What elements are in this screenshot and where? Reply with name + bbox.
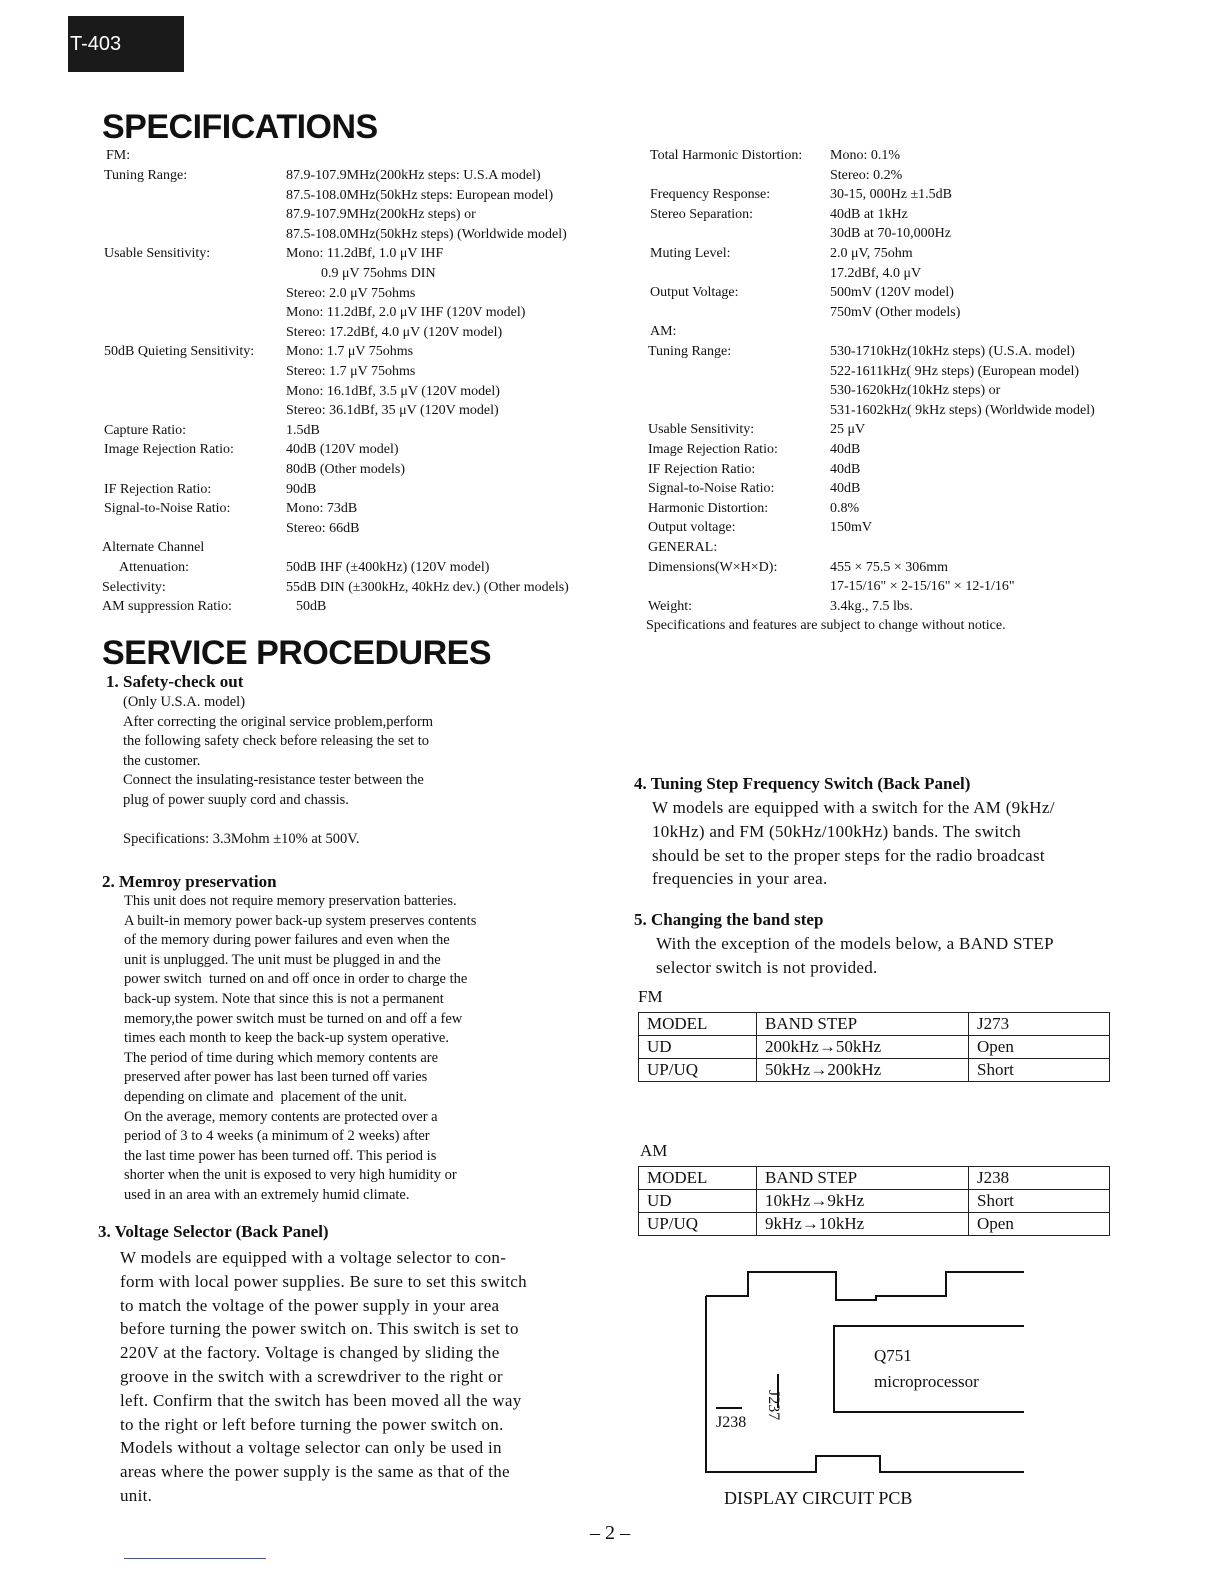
spec-value: Mono: 11.2dBf, 1.0 μV IHF — [286, 246, 444, 262]
text-line: On the average, memory contents are protected over a — [124, 1108, 438, 1125]
text-line: The period of time during which memory contents are — [124, 1049, 439, 1066]
text-line: Connect the insulating-resistance tester between the — [123, 772, 424, 789]
spec-value: Mono: 11.2dBf, 2.0 μV IHF (120V model) — [286, 305, 526, 321]
section-1-heading — [106, 672, 243, 692]
section-4-number: 4. — [634, 774, 647, 793]
j238-label: J238 — [716, 1414, 747, 1431]
table-cell: UD — [639, 1190, 757, 1213]
spec-value: 0.8% — [830, 500, 860, 516]
spec-label: Frequency Response: — [650, 187, 771, 203]
text-line: unit is unplugged. The unit must be plugged in and the — [124, 951, 441, 968]
text-line: of the memory during power failures and even when the — [124, 932, 450, 949]
section-2-heading — [102, 872, 277, 892]
section-2-title: Memroy preservation — [119, 872, 277, 891]
service-title: SERVICE PROCEDURES — [102, 634, 492, 672]
spec-value: 500mV (120V model) — [830, 285, 954, 301]
spec-label: Tuning Range: — [104, 168, 188, 183]
spec-value: Stereo: 2.0 μV 75ohms — [286, 285, 416, 301]
table-cell: BAND STEP — [757, 1167, 969, 1190]
text-line: This unit does not require memory preservation batteries. — [124, 893, 457, 909]
spec-value: 30dB at 70-10,000Hz — [830, 226, 951, 242]
q751-chip-outline — [834, 1326, 1024, 1412]
table-cell: Open — [969, 1036, 1110, 1059]
spec-label: Harmonic Distortion: — [648, 500, 769, 516]
text-line: After correcting the original service problem,perform — [123, 713, 434, 730]
spec-value: 150mV — [830, 520, 872, 536]
spec-value: 87.5-108.0MHz(50kHz steps) (Worldwide model) — [286, 226, 567, 242]
selectivity-label: Selectivity: — [102, 579, 166, 595]
spec-label: Capture Ratio: — [104, 422, 187, 438]
table-cell: 50kHz→200kHz — [757, 1059, 969, 1082]
display-pcb-diagram — [700, 1262, 1030, 1482]
section-1-spec: Specifications: 3.3Mohm ±10% at 500V. — [123, 831, 360, 847]
spec-value: Stereo: 36.1dBf, 35 μV (120V model) — [286, 403, 499, 419]
diagram-caption: DISPLAY CIRCUIT PCB — [724, 1488, 913, 1508]
spec-value: 80dB (Other models) — [286, 462, 405, 477]
text-line: depending on climate and placement of the unit. — [124, 1088, 408, 1105]
text-line: frequencies in your area. — [652, 869, 828, 889]
spec-label: Signal-to-Noise Ratio: — [104, 501, 231, 517]
spec-label: Output Voltage: — [650, 285, 739, 301]
section-2-number: 2. — [102, 872, 115, 891]
spec-value: Stereo: 0.2% — [830, 167, 903, 183]
section-5-number: 5. — [634, 910, 647, 929]
text-line: left. Confirm that the switch has been moved all the way — [120, 1390, 522, 1410]
spec-value: 40dB (120V model) — [286, 442, 399, 458]
text-line: to match the voltage of the power supply in your area — [120, 1295, 500, 1315]
section-1-number: 1. — [106, 672, 119, 691]
table-header-row — [639, 1167, 1110, 1190]
table-cell: 10kHz→9kHz — [757, 1190, 969, 1213]
spec-value: 30-15, 000Hz ±1.5dB — [830, 187, 953, 203]
spec-label: Image Rejection Ratio: — [104, 442, 234, 458]
table-cell: Short — [969, 1059, 1110, 1082]
spec-label: Usable Sensitivity: — [648, 422, 755, 438]
alt-channel-label: Alternate Channel — [102, 540, 205, 556]
text-line: W models are equipped with a switch for the AM (9kHz/ — [652, 798, 1055, 817]
spec-value: 40dB at 1kHz — [830, 206, 908, 222]
section-5-heading — [634, 910, 823, 930]
spec-value: 3.4kg., 7.5 lbs. — [830, 598, 913, 614]
text-line: shorter when the unit is exposed to very high humidity or — [124, 1167, 457, 1184]
table-cell: 200kHz→50kHz — [757, 1036, 969, 1059]
am-header: AM: — [650, 324, 677, 340]
spec-value: Stereo: 1.7 μV 75ohms — [286, 364, 416, 379]
spec-value: 522-1611kHz( 9Hz steps) (European model) — [830, 363, 1080, 379]
section-1-body — [123, 693, 433, 811]
section-4-heading — [634, 774, 970, 794]
selectivity-value: 55dB DIN (±300kHz, 40kHz dev.) (Other models) — [286, 579, 569, 595]
spec-value: 0.9 μV 75ohms DIN — [286, 266, 436, 281]
text-line: the following safety check before releasing the set to — [123, 733, 429, 750]
table-cell: J238 — [969, 1167, 1110, 1190]
spec-label: Usable Sensitivity: — [104, 246, 211, 262]
spec-value: 17-15/16" × 2-15/16" × 12-1/16" — [830, 579, 1015, 595]
fm-table-label: FM — [638, 987, 663, 1006]
alt-channel-value: 50dB IHF (±400kHz) (120V model) — [286, 560, 490, 575]
spec-label: Dimensions(W×H×D): — [648, 559, 778, 575]
text-line: A built-in memory power back-up system preserves contents — [124, 912, 477, 929]
general-header: GENERAL: — [648, 540, 718, 555]
model-tag: T-403 — [68, 16, 184, 72]
spec-value: 87.9-107.9MHz(200kHz steps) or — [286, 207, 476, 223]
spec-notice: Specifications and features are subject to change without notice. — [646, 618, 1006, 634]
spec-label: Tuning Range: — [648, 344, 732, 359]
text-line: period of 3 to 4 weeks (a minimum of 2 weeks) after — [124, 1128, 430, 1145]
section-3-heading — [98, 1222, 329, 1242]
text-line: 10kHz) and FM (50kHz/100kHz) bands. The switch — [652, 821, 1022, 841]
text-line: (Only U.S.A. model) — [123, 694, 246, 710]
table-cell: BAND STEP — [757, 1013, 969, 1036]
spec-label: 50dB Quieting Sensitivity: — [104, 344, 255, 360]
spec-label: Total Harmonic Distortion: — [650, 148, 803, 163]
text-line: times each month to keep the back-up system operative. — [124, 1030, 449, 1047]
spec-label: Signal-to-Noise Ratio: — [648, 481, 775, 497]
section-2-body — [124, 892, 476, 1206]
spec-label: Weight: — [648, 598, 692, 614]
text-line: form with local power supplies. Be sure to set this switch — [120, 1271, 527, 1291]
microprocessor-label: microprocessor — [874, 1372, 979, 1391]
text-line: plug of power suuply cord and chassis. — [123, 791, 349, 808]
table-cell: UD — [639, 1036, 757, 1059]
table-row — [639, 1190, 1110, 1213]
section-4-title: Tuning Step Frequency Switch (Back Panel) — [650, 774, 971, 793]
spec-value: 455 × 75.5 × 306mm — [830, 559, 949, 575]
table-cell: Short — [969, 1190, 1110, 1213]
spec-value: 17.2dBf, 4.0 μV — [830, 265, 922, 281]
table-cell: UP/UQ — [639, 1059, 757, 1082]
spec-label: IF Rejection Ratio: — [648, 461, 756, 477]
q751-label: Q751 — [874, 1346, 912, 1365]
am-suppression-label: AM suppression Ratio: — [102, 599, 232, 615]
j237-label: J237 — [765, 1390, 782, 1421]
text-line: preserved after power has last been turned off varies — [124, 1069, 428, 1086]
spec-label: Muting Level: — [650, 246, 731, 261]
table-cell: MODEL — [639, 1013, 757, 1036]
text-line: back-up system. Note that since this is not a permanent — [124, 990, 444, 1007]
text-line: memory,the power switch must be turned on and off a few — [124, 1010, 463, 1027]
section-3-number: 3. — [98, 1222, 111, 1241]
spec-value: Mono: 1.7 μV 75ohms — [286, 344, 414, 360]
pcb-outline-top — [706, 1272, 1024, 1300]
section-5-body — [656, 932, 1054, 980]
spec-value: 40dB — [830, 461, 861, 477]
fm-header: FM: — [106, 148, 131, 163]
text-line: Models without a voltage selector can only be used in — [120, 1438, 502, 1458]
text-line: to the right or left before turning the power switch on. — [120, 1414, 504, 1434]
alt-channel-label-2: Attenuation: — [119, 560, 189, 575]
spec-value: 1.5dB — [286, 422, 320, 438]
section-4-body — [652, 796, 1055, 891]
text-line: groove in the switch with a screwdriver to the right or — [120, 1366, 503, 1386]
spec-value: Mono: 16.1dBf, 3.5 μV (120V model) — [286, 383, 500, 399]
spec-value: 530-1710kHz(10kHz steps) (U.S.A. model) — [830, 344, 1075, 359]
text-line: the customer. — [123, 752, 201, 769]
spec-value: Mono: 73dB — [286, 501, 358, 517]
spec-value: 25 μV — [830, 422, 866, 438]
spec-value: 530-1620kHz(10kHz steps) or — [830, 383, 1001, 399]
spec-label: Output voltage: — [648, 520, 736, 536]
table-cell: 9kHz→10kHz — [757, 1213, 969, 1236]
text-line: unit. — [120, 1485, 153, 1505]
table-cell: UP/UQ — [639, 1213, 757, 1236]
am-suppression-value: 50dB — [296, 599, 327, 615]
table-cell: J273 — [969, 1013, 1110, 1036]
text-line: 220V at the factory. Voltage is changed by sliding the — [120, 1343, 500, 1363]
table-row — [639, 1059, 1110, 1082]
text-line: should be set to the proper steps for the radio broadcast — [652, 845, 1045, 865]
spec-value: 531-1602kHz( 9kHz steps) (Worldwide model) — [830, 402, 1095, 418]
spec-value: 87.5-108.0MHz(50kHz steps: European model) — [286, 187, 554, 203]
spec-value: 87.9-107.9MHz(200kHz steps: U.S.A model) — [286, 168, 541, 183]
text-line: areas where the power supply is the same as that of the — [120, 1462, 510, 1482]
table-row — [639, 1213, 1110, 1236]
bottom-link-line — [124, 1558, 266, 1559]
spec-label: Image Rejection Ratio: — [648, 442, 778, 457]
table-cell: Open — [969, 1213, 1110, 1236]
spec-value: 90dB — [286, 481, 317, 497]
section-3-body — [120, 1246, 527, 1508]
spec-value: 40dB — [830, 442, 861, 457]
table-row — [639, 1036, 1110, 1059]
text-line: power switch turned on and off once in order to charge the — [124, 971, 468, 988]
table-header-row — [639, 1013, 1110, 1036]
am-table-label: AM — [640, 1141, 668, 1160]
text-line: With the exception of the models below, a BAND STEP — [656, 934, 1054, 953]
section-1-title: Safety-check out — [123, 672, 244, 691]
page-number: – 2 – — [590, 1522, 630, 1544]
text-line: used in an area with an extremely humid climate. — [124, 1186, 410, 1203]
fm-band-step-table — [638, 1012, 1110, 1082]
text-line: before turning the power switch on. This switch is set to — [120, 1319, 519, 1339]
text-line: W models are equipped with a voltage selector to con- — [120, 1248, 507, 1267]
section-3-title: Voltage Selector (Back Panel) — [114, 1222, 329, 1241]
text-line: the last time power has been turned off. This period is — [124, 1147, 437, 1164]
spec-label: Stereo Separation: — [650, 206, 754, 222]
spec-value: Stereo: 17.2dBf, 4.0 μV (120V model) — [286, 324, 503, 340]
text-line: selector switch is not provided. — [656, 957, 878, 977]
specifications-title: SPECIFICATIONS — [102, 108, 378, 146]
spec-value: Stereo: 66dB — [286, 520, 360, 536]
spec-value: 2.0 μV, 75ohm — [830, 246, 913, 261]
spec-value: 750mV (Other models) — [830, 304, 961, 320]
spec-value: 40dB — [830, 481, 861, 497]
am-band-step-table — [638, 1166, 1110, 1236]
table-cell: MODEL — [639, 1167, 757, 1190]
section-5-title: Changing the band step — [651, 910, 824, 929]
spec-label: IF Rejection Ratio: — [104, 481, 212, 497]
spec-value: Mono: 0.1% — [830, 148, 900, 163]
